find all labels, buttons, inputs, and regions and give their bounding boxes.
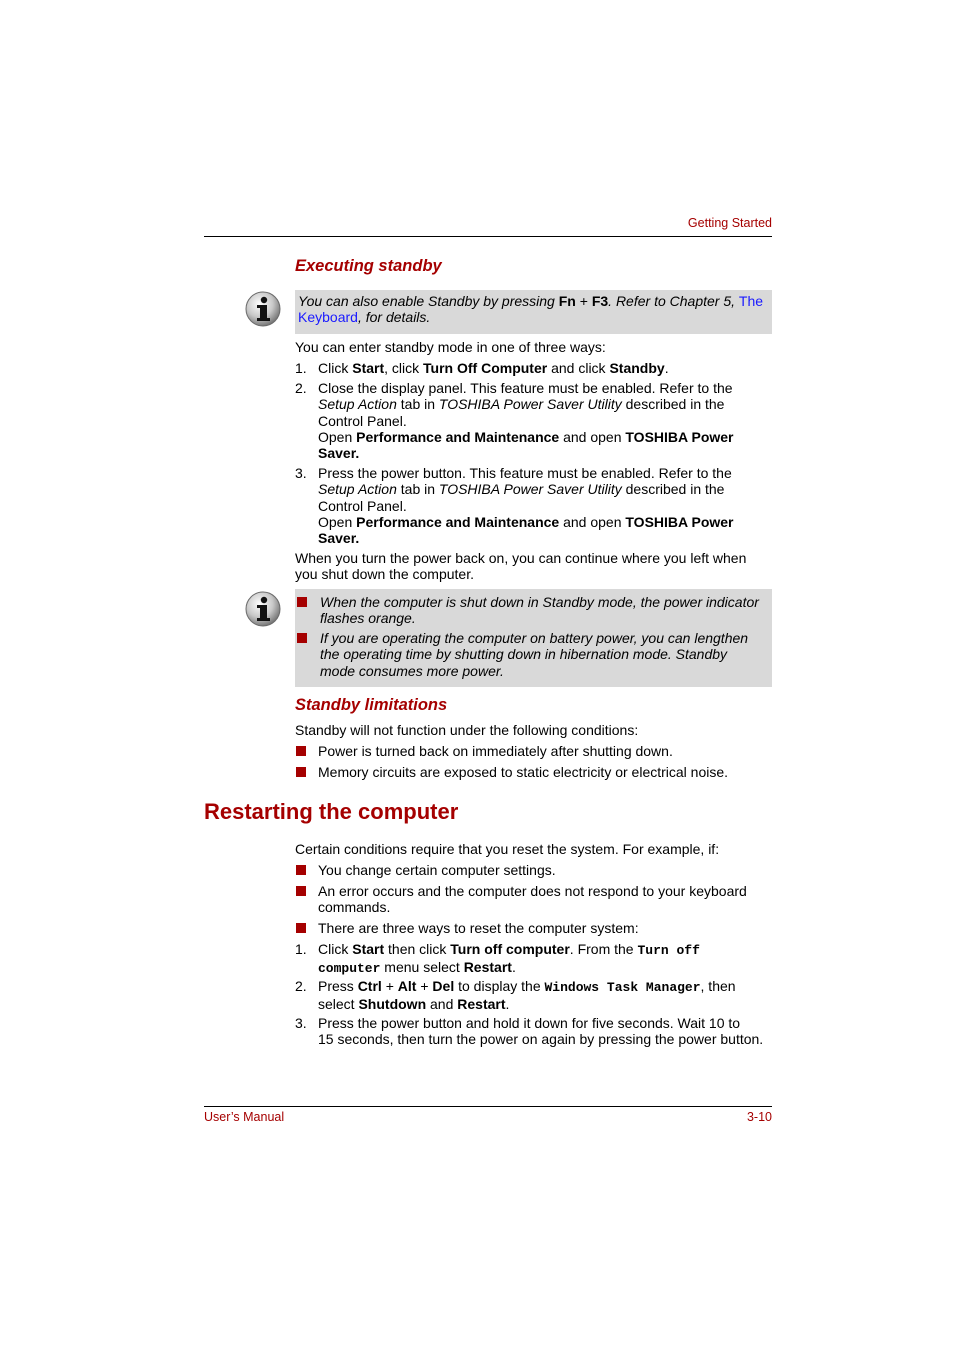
step-number: 2. bbox=[295, 380, 307, 396]
list-item bbox=[295, 465, 772, 549]
restart-intro: Certain conditions require that you reset the system. For example, if: bbox=[295, 841, 720, 857]
note-bullet-text: When the computer is shut down in Standby mode, the power indicator flashes orange. bbox=[320, 594, 759, 627]
list-item bbox=[295, 630, 772, 680]
list-item bbox=[295, 978, 772, 1014]
bullet-text: Memory circuits are exposed to static electricity or electrical noise. bbox=[318, 764, 729, 780]
step-number: 3. bbox=[295, 465, 307, 481]
step-text: Press the power button. This feature must be enabled. Refer to the Setup Action tab in TOSHIBA Power Saver Utility described in the Control Panel. Open Performance and Maintenance and open TOSHIBA Power Saver. bbox=[318, 465, 734, 547]
bullet-square-icon bbox=[296, 886, 306, 896]
note-text-part: + bbox=[575, 293, 592, 309]
step-text: Click Start then click Turn off computer. From the Turn off computer menu select Restart. bbox=[318, 941, 700, 977]
step-number: 1. bbox=[295, 941, 307, 957]
bullet-square-icon bbox=[296, 865, 306, 875]
bullet-square-icon bbox=[296, 746, 306, 756]
list-item bbox=[295, 920, 772, 940]
keyboard-chapter-link[interactable]: The Keyboard bbox=[298, 293, 764, 325]
note-box-standby-shortcut bbox=[295, 290, 772, 334]
info-icon bbox=[245, 591, 281, 630]
list-item bbox=[295, 862, 772, 882]
bullet-square-icon bbox=[297, 633, 307, 643]
header-rule bbox=[204, 236, 772, 237]
section-heading-standby-limitations: Standby limitations bbox=[295, 696, 448, 714]
note-text-part: , for details. bbox=[357, 309, 431, 325]
list-item bbox=[295, 764, 772, 784]
list-item bbox=[295, 743, 772, 763]
list-item bbox=[295, 941, 772, 977]
note-bullet-text: If you are operating the computer on battery power, you can lengthen the operating time by shutting down in hibernation mode. Standby mode consumes more power. bbox=[320, 630, 749, 679]
step-number: 1. bbox=[295, 360, 307, 376]
key-fn: Fn bbox=[558, 293, 576, 309]
note-text-part: . Refer to Chapter 5, bbox=[608, 293, 739, 309]
page-number: 3-10 bbox=[746, 1110, 772, 1124]
limitations-intro: Standby will not function under the following conditions: bbox=[295, 722, 639, 738]
list-item bbox=[295, 1015, 775, 1051]
footer-manual-title: User’s Manual bbox=[204, 1110, 285, 1124]
bullet-text: You change certain computer settings. bbox=[318, 862, 556, 878]
section-heading-executing-standby: Executing standby bbox=[295, 257, 442, 275]
info-icon bbox=[245, 291, 281, 330]
list-item bbox=[295, 883, 772, 919]
standby-intro: You can enter standby mode in one of three ways: bbox=[295, 339, 606, 355]
bullet-square-icon bbox=[296, 923, 306, 933]
step-text: Click Start, click Turn Off Computer and click Standby. bbox=[318, 360, 669, 376]
step-number: 2. bbox=[295, 978, 307, 994]
list-item bbox=[295, 594, 772, 628]
step-text: Close the display panel. This feature must be enabled. Refer to the Setup Action tab in TOSHIBA Power Saver Utility described in the Control Panel. Open Performance and Maintenance and open TOSHIBA Power Saver. bbox=[318, 380, 734, 462]
note-text bbox=[298, 293, 770, 325]
bullet-square-icon bbox=[296, 767, 306, 777]
key-f3: F3 bbox=[591, 293, 609, 309]
section-heading-restarting: Restarting the computer bbox=[204, 799, 459, 824]
note-box-standby-info bbox=[295, 589, 772, 687]
list-item bbox=[295, 360, 772, 380]
chapter-title: Getting Started bbox=[687, 216, 772, 230]
step-text: Press the power button and hold it down for five seconds. Wait 10 to 15 seconds, then turn the power on again by pressing the power button. bbox=[318, 1015, 764, 1048]
list-item bbox=[295, 380, 772, 464]
bullet-text: Power is turned back on immediately after shutting down. bbox=[318, 743, 673, 759]
footer-rule bbox=[204, 1106, 772, 1107]
note-text-part: You can also enable Standby by pressing bbox=[298, 293, 559, 309]
bullet-square-icon bbox=[297, 597, 307, 607]
bullet-text: An error occurs and the computer does not respond to your keyboard commands. bbox=[318, 883, 747, 916]
bullet-text: There are three ways to reset the computer system: bbox=[318, 920, 639, 936]
resume-paragraph: When you turn the power back on, you can continue where you left when you shut down the computer. bbox=[295, 550, 747, 582]
step-text: Press Ctrl + Alt + Del to display the Windows Task Manager, then select Shutdown and Restart. bbox=[318, 978, 736, 1013]
step-number: 3. bbox=[295, 1015, 307, 1031]
